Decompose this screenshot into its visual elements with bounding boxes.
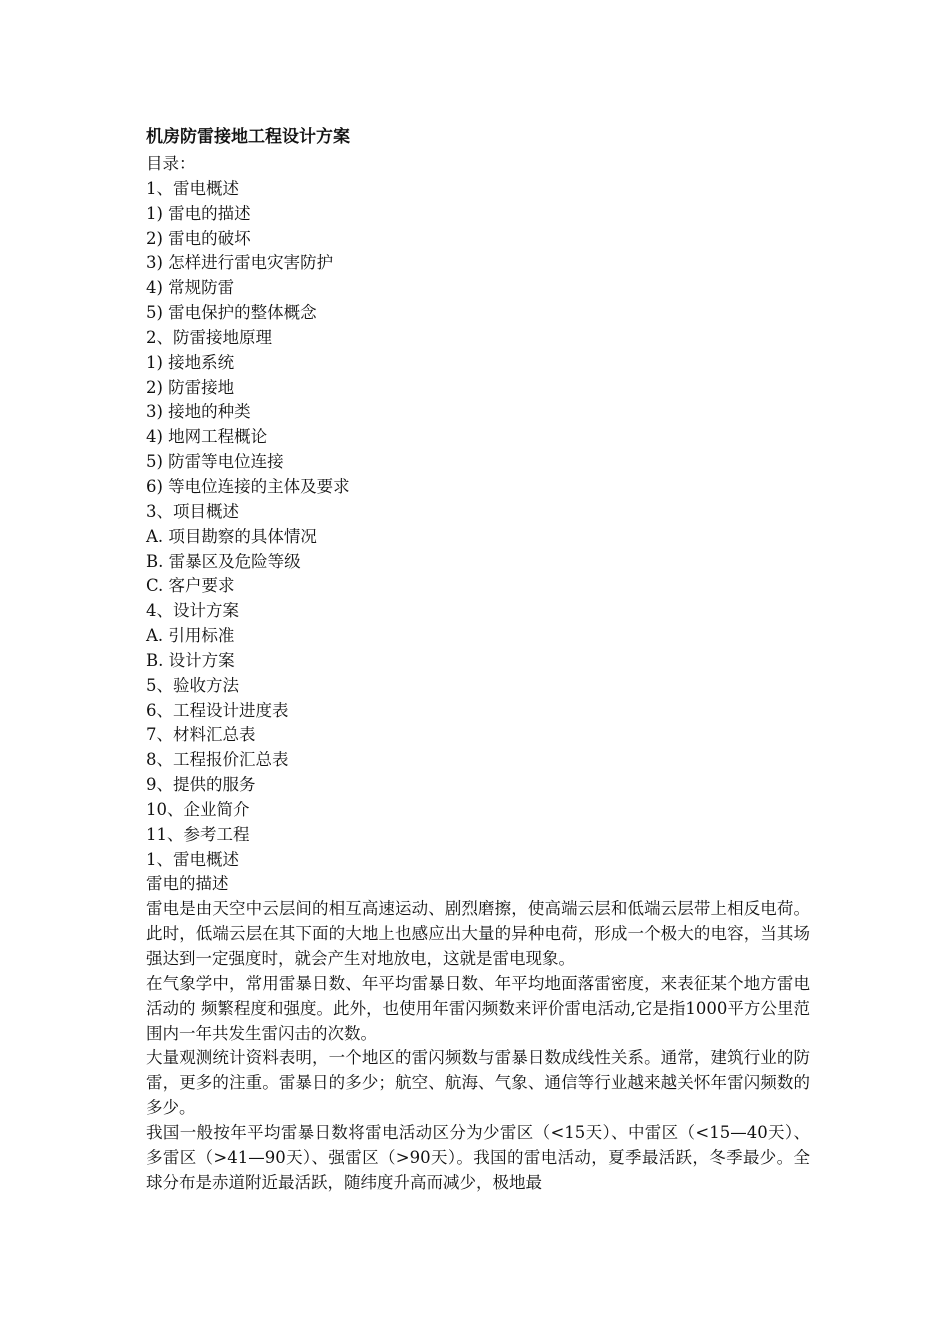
document-title: 机房防雷接地工程设计方案 — [146, 127, 350, 147]
toc-item: A. 项目勘察的具体情况 — [146, 526, 317, 546]
toc-heading: 目录： — [146, 154, 196, 173]
toc-item: 10、企业简介 — [146, 799, 250, 819]
toc-item: 1、雷电概述 — [146, 178, 239, 198]
toc-item: 5) 雷电保护的整体概念 — [146, 303, 317, 323]
section-heading: 1、雷电概述 — [146, 849, 239, 869]
body-paragraph: 雷电是由天空中云层间的相互高速运动、剧烈磨擦，使高端云层和低端云层带上相反电荷。此时，低端云层在其下面的大地上也感应出大量的异种电荷，形成一个极大的电容，当其场强达到一定强度时，就会产生对地放电，这就是雷电现象。 — [146, 899, 810, 968]
toc-item: 3) 怎样进行雷电灾害防护 — [146, 253, 334, 273]
toc-item: 3、项目概述 — [146, 501, 239, 521]
toc-item: 1) 雷电的描述 — [146, 203, 251, 223]
toc-item: 6、工程设计进度表 — [146, 700, 289, 720]
toc-item: 6) 等电位连接的主体及要求 — [146, 476, 350, 496]
toc-item: 4) 地网工程概论 — [146, 427, 268, 447]
toc-item: C. 客户要求 — [146, 576, 235, 596]
body-paragraph: 大量观测统计资料表明，一个地区的雷闪频数与雷暴日数成线性关系。通常，建筑行业的防雷，更多的注重。雷暴日的多少；航空、航海、气象、通信等行业越来越关怀年雷闪频数的多少。 — [146, 1048, 810, 1118]
toc-item: 1) 接地系统 — [146, 352, 235, 372]
toc-item: A. 引用标准 — [146, 626, 235, 646]
toc-item: 2) 雷电的破坏 — [146, 228, 251, 248]
toc-item: 2、防雷接地原理 — [146, 327, 272, 347]
toc-item: 9、提供的服务 — [146, 775, 256, 795]
toc-item: 11、参考工程 — [146, 824, 250, 844]
toc-item: 7、材料汇总表 — [146, 725, 256, 745]
document-page — [146, 122, 810, 1195]
toc-item: 5、验收方法 — [146, 675, 239, 695]
toc-item: 4) 常规防雷 — [146, 278, 235, 298]
toc-item: B. 雷暴区及危险等级 — [146, 551, 301, 571]
toc-item: 2) 防雷接地 — [146, 377, 235, 397]
toc-item: B. 设计方案 — [146, 650, 235, 670]
toc-item: 4、设计方案 — [146, 601, 239, 621]
toc-item: 8、工程报价汇总表 — [146, 750, 289, 770]
toc-item: 3) 接地的种类 — [146, 402, 251, 422]
body-paragraph: 在气象学中，常用雷暴日数、年平均雷暴日数、年平均地面落雷密度，来表征某个地方雷电活动的 频繁程度和强度。此外，也使用年雷闪频数来评价雷电活动,它是指1000平方公里范围内一年共发生雷闪击的次数。 — [146, 973, 810, 1043]
body-paragraph: 我国一般按年平均雷暴日数将雷电活动区分为少雷区（<15天）、中雷区（<15—40天）、多雷区（>41—90天）、强雷区（>90天）。我国的雷电活动，夏季最活跃，冬季最少。全球分布是赤道附近最活跃，随纬度升高而减少，极地最 — [146, 1122, 810, 1192]
subsection-heading: 雷电的描述 — [146, 874, 229, 894]
toc-item: 5) 防雷等电位连接 — [146, 452, 284, 472]
table-of-contents — [146, 177, 810, 848]
